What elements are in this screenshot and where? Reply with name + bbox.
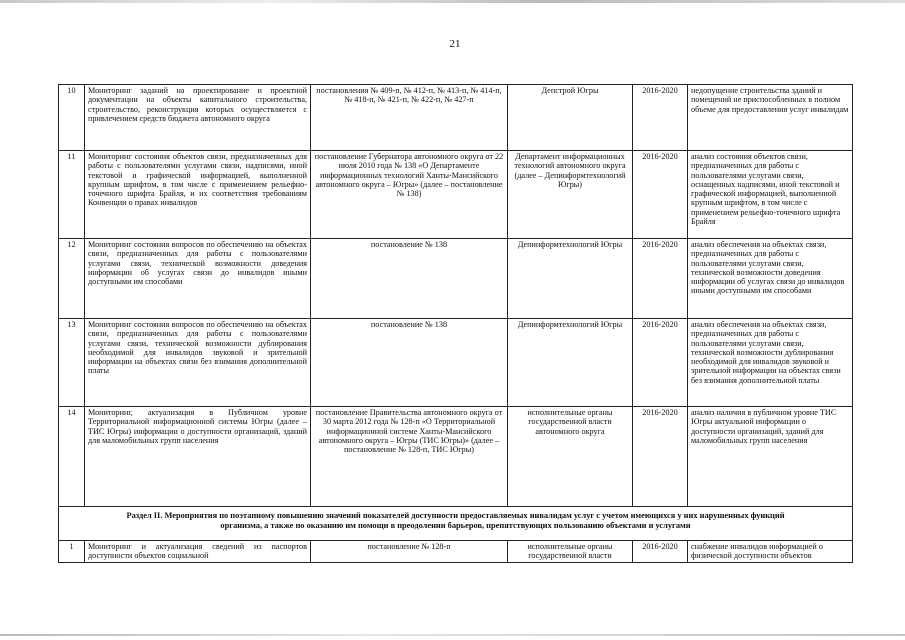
period-cell: 2016-2020 [633,151,688,239]
row-number: 12 [59,239,85,319]
row-number: 10 [59,85,85,151]
row-number: 11 [59,151,85,239]
activity-cell: Мониторинг и актуализация сведений из паспортов доступности объектов социальной [85,541,311,563]
basis-cell: постановление № 138 [311,239,508,319]
basis-cell: постановления № 409-п, № 412-п, № 413-п, № 414-п, № 418-п, № 421-п, № 422-п, № 427-п [311,85,508,151]
activity-cell: Мониторинг состояния вопросов по обеспечению на объектах связи, предназначенных для работы с пользователями услугами связи, технической возможности дублирования необходимой для инвалидов звуковой и зрительной информации на объектах связи без взимания дополнительной платы [85,319,311,407]
period-cell: 2016-2020 [633,541,688,563]
scan-edge-top [0,0,905,3]
table-row [59,541,853,563]
activity-cell: Мониторинг, актуализация в Публичном уровне Территориальной информационной системы Югры (далее – ТИС Югры) информации о доступности организаций, зданий для маломобильных групп населения [85,407,311,507]
row-number: 14 [59,407,85,507]
row-number: 13 [59,319,85,407]
table-row [59,151,853,239]
section-heading-line-1: Раздел II. Мероприятия по поэтапному повышению значений показателей доступности предоставляемых инвалидам услуг с учетом имеющихся у них нарушенных функций [126,511,785,520]
result-cell: снабжение инвалидов информацией о физической доступности объектов [688,541,853,563]
result-cell: недопущение строительства зданий и помещений не приспособленных в полном объеме для предоставления услуг инвалидам [688,85,853,151]
basis-cell: постановление № 128-п [311,541,508,563]
period-cell: 2016-2020 [633,85,688,151]
section-heading-row [59,507,853,541]
measures-table [58,84,853,563]
executor-cell: исполнительные органы государственной власти [508,541,633,563]
basis-cell: постановление Губернатора автономного округа от 22 июля 2010 года № 138 «О Департаменте информационных технологий Ханты-Мансийского автономного округа – Югры» (далее – постановление № 138) [311,151,508,239]
executor-cell: Депстрой Югры [508,85,633,151]
table-row [59,319,853,407]
activity-cell: Мониторинг заданий на проектирование и проектной документации на объекты капитального строительства, строительство, реконструкция которых осуществляется с привлечением средств бюджета автономного округа [85,85,311,151]
result-cell: анализ состояния объектов связи, предназначенных для работы с пользователями услугами связи, оснащенных надписями, иной текстовой и графической информацией, выполненной крупным шрифтом, в том числе с применением рельефно-точечного шрифта Брайля [688,151,853,239]
period-cell: 2016-2020 [633,319,688,407]
page-number: 21 [449,38,461,50]
executor-cell: Депинформтехнологий Югры [508,239,633,319]
table-row [59,85,853,151]
result-cell: анализ обеспечения на объектах связи, предназначенных для работы с пользователями услугами связи, технической возможности доведения информации об услугах связи до инвалидов иными доступными им способами [688,239,853,319]
section-heading [59,507,853,541]
period-cell: 2016-2020 [633,239,688,319]
executor-cell: исполнительные органы государственной власти автономного округа [508,407,633,507]
executor-cell: Депинформтехнологий Югры [508,319,633,407]
section-heading-line-2: организма, а также по оказанию им помощи в преодолении барьеров, препятствующих пользованию объектами и услугами [220,521,691,530]
result-cell: анализ обеспечения на объектах связи, предназначенных для работы с пользователями услугами связи, технической возможности дублирования необходимой для инвалидов звуковой и зрительной информации на объектах связи без взимания дополнительной платы [688,319,853,407]
table-row [59,239,853,319]
row-number: 1 [59,541,85,563]
basis-cell: постановление № 138 [311,319,508,407]
period-cell: 2016-2020 [633,407,688,507]
table-row [59,407,853,507]
activity-cell: Мониторинг состояния вопросов по обеспечению на объектах связи, предназначенных для работы с пользователями услугами связи, технической возможности доведения информации об услугах связи до инвалидов иными доступными им способами [85,239,311,319]
basis-cell: постановление Правительства автономного округа от 30 марта 2012 года № 128-п «О Территориальной информационной системе Ханты-Мансийского автономного округа – Югры (ТИС Югры)» (далее – постановление № 128-п, ТИС Югры) [311,407,508,507]
result-cell: анализ наличия в публичном уровне ТИС Югры актуальной информации о доступности организаций, зданий для маломобильных групп населения [688,407,853,507]
scan-edge-bottom [0,634,905,636]
activity-cell: Мониторинг состояния объектов связи, предназначенных для работы с пользователями услугами связи, надписями, иной текстовой и графической информацией, выполненной крупным шрифтом, в том числе с применением рельефно-точечного шрифта Брайля, и их соответствия требованиям Конвенции о правах инвалидов [85,151,311,239]
executor-cell: Департамент информационных технологий автономного округа (далее – Депинформтехнологий Югры) [508,151,633,239]
